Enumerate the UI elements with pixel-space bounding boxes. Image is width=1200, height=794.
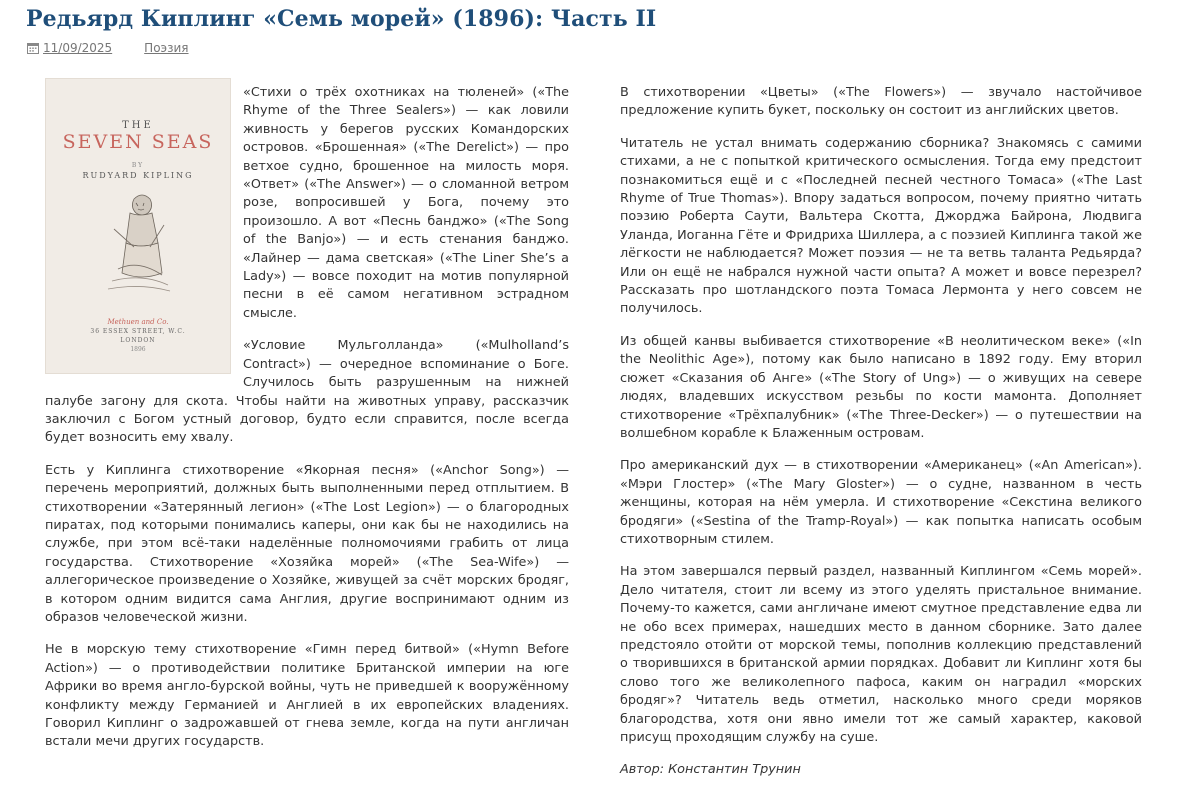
paragraph: На этом завершался первый раздел, названный Киплингом «Семь морей». Дело читателя, стоит ли всему из этого уделять пристальное внимание. Почему-то кажется, сами англичане имеют смутное представление едва ли не обо всех примерах, нашедших место в данном сборнике. Зато далее предстояло отойти от морской темы, пополнив коллекцию представлений о творившихся в британской армии порядках. Добавит ли Киплинг хотя бы слово того же великолепного пафоса, каким он наградил «морских бродяг»? Читатель ведь отметил, насколько много среди моряков благородства, хотя они явно имели тот же самый характер, каковой присущ проходящим службу на суше. [620, 564, 1142, 745]
paragraph: В стихотворении «Цветы» («The Flowers») — звучало настойчивое предложение купить букет, поскольку он состоит из английских цветов. [620, 85, 1142, 119]
cover-address: 36 ESSEX STREET, W.C. [90, 328, 186, 335]
post-meta [27, 40, 189, 56]
book-cover-image [45, 78, 231, 374]
cover-title: SEVEN SEAS [62, 131, 214, 153]
paragraph: Есть у Киплинга стихотворение «Якорная песня» («Anchor Song») — перечень мероприятий, должных быть выполненными перед отплытием. В стихотворении «Затерянный легион» («The Lost Legion») — о благородных пиратах, под которыми понимались каперы, они как бы не находились на службе, при этом всё-таки наделённые полномочиями грабить от лица государства. Стихотворение «Хозяйка морей» («The Sea-Wife») — аллегорическое произведение о Хозяйке, живущей за счёт морских бродяг, в котором одним видится сама Англия, другие воспринимают одним из образов человеческой жизни. [45, 462, 569, 625]
calendar-icon [27, 42, 39, 54]
paragraph: Про американский дух — в стихотворении «Американец» («An American»). «Мэри Глостер» («The Mary Gloster») — о судне, названном в честь женщины, которая на нём умерла. И стихотворение «Секстина великого бродяги» («Sestina of the Tramp-Royal») — как попытка написать особым стихотворным стилем. [620, 458, 1142, 547]
paragraph: «Стихи о трёх охотниках на тюленей» («The Rhyme of the Three Sealers») — как ловили живность у берегов русских Командорских островов. «Брошенная» («The Derelict») — про ветхое судно, брошенное на милость моря. «Ответ» («The Answer») — о сломанной ветром розе, вопросившей у Бога, почему это произошло. А вот «Песнь банджо» («The Song of the Banjo») — и есть стенания банджо. «Лайнер — дама светская» («The Liner She’s a Lady») — вовсе походит на мотив популярной песни в её самом негативном эстрадном смысле. [243, 85, 569, 321]
category-link[interactable]: Поэзия [144, 41, 189, 55]
paragraph: Из общей канвы выбивается стихотворение «В неолитическом веке» («In the Neolithic Age»), потому как было написано в 1892 году. Ему вторил сюжет «Сказания об Анге» («The Story of Ung») — о живущих на севере людях, владевших искусством резьбы по кости мамонта. Дополняет стихотворение «Трёхпалубник» («The Three-Decker») — о путешествии на волшебном корабле к Блаженным островам. [620, 333, 1142, 441]
author-line: Автор: Константин Трунин [620, 762, 801, 778]
cover-author: RUDYARD KIPLING [82, 171, 194, 180]
page-title: Редьярд Киплинг «Семь морей» (1896): Часть II [26, 6, 657, 32]
article-column-right [620, 84, 1142, 794]
paragraph: Не в морскую тему стихотворение «Гимн перед битвой» («Hymn Before Action») — о противодействии политике Британской империи на юге Африки во время англо-бурской войны, чуть не приведшей к вооружённому конфликту между Германией и Англией в их европейских владениях. Говорил Киплинг о задрожавшей от гнева земле, когда на пути англичан встали мечи других государств. [45, 642, 569, 750]
paragraph: Читатель не устал внимать содержанию сборника? Знакомясь с самими стихами, а не с попыткой критического осмысления. Тогда ему предстоит познакомиться ещё и с «Последней песней честного Томаса» («The Last Rhyme of True Thomas»). Впору задаться вопросом, почему приятно читать поэзию Роберта Саути, Вальтера Скотта, Джорджа Байрона, Людвига Уланда, Иоганна Гёте и Фридриха Шиллера, а с поэзией Киплинга такой же лёгкости не наблюдается? Может поэзия — не та ветвь таланта Редьярда? Или он ещё не набрался нужной части опыта? А может и вовсе перезрел? Рассказать про шотландского поэта Томаса Лермонта у него совсем не получилось. [620, 135, 1142, 317]
cover-by: BY [131, 162, 145, 169]
cover-year: 1896 [130, 346, 146, 353]
sailor-illustration [104, 189, 174, 299]
post-date-link[interactable]: 11/09/2025 [43, 41, 113, 55]
cover-publisher: Methuen and Co. [107, 318, 169, 326]
paragraph: «Условие Мульголланда» («Mulholland’s Contract») — очередное вспоминание о Боге. Случилось быть разрушенным на нижней палубе загону для скота. Чтобы найти на животных управу, рассказчик заключил с Богом устный договор, будто если справится, после всегда будет возносить ему хвалу. [45, 338, 569, 446]
cover-the: THE [122, 120, 154, 131]
cover-city: LONDON [120, 337, 156, 344]
article-column-left [45, 84, 569, 766]
